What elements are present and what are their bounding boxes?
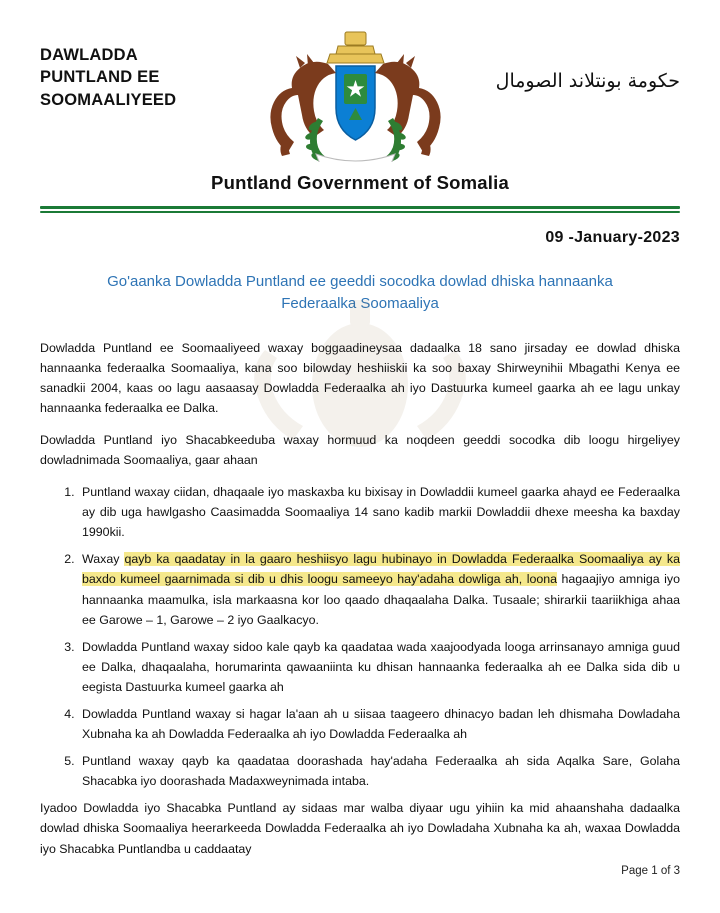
paragraph-closing: Iyadoo Dowladda iyo Shacabka Puntland ay sidaas mar walba diyaar ugu yihiin ka mid ahaanshaha dadaalka dowlad dhiska Soomaaliya heerarkeeda Dowladda Federaalka ah iyo Dowladaha Xubnaha ka ah, waxaa Dowladda iyo Shacabka Puntlandba u caddaatay <box>40 801 680 856</box>
document-date: 09 -January-2023 <box>545 228 680 246</box>
document-body <box>40 338 680 859</box>
coat-of-arms-emblem <box>248 30 463 155</box>
document-title: Go'aanka Dowladda Puntland ee geeddi socodka dowlad dhiska hannaanka Federaalka Soomaaliya <box>107 272 613 312</box>
header-title-line-2: PUNTLAND EE <box>40 68 160 87</box>
clause-text: Dowladda Puntland waxay sidoo kale qayb ka qaadataa wada xaajoodyada looga arrinsanayo amniga guud ee Dalka, dhaqaalaha, horumarinta qawaaniinta ku dhisan hannaanka federaalka ah ee Dalka sida dib u eegista Dastuurka kumeel gaarka ah <box>82 639 680 694</box>
clause-item <box>78 482 680 542</box>
header-divider-thin <box>40 211 680 213</box>
clause-text: Puntland waxay qayb ka qaadataa doorashada hay'adaha Federaalka ah sida Aqalka Sare, Golaha Shacabka iyo doorashada Madaxweynimada intaba. <box>82 754 680 789</box>
document-header <box>40 0 680 170</box>
government-title: Puntland Government of Somalia <box>211 172 509 193</box>
clause-text: hagaajiyo amniga iyo hannaanka maamulka, isla markaasna kor loo qaado dhaqaalaha Dalka. Tusaale; shirarkii taariikhiga ahaa ee Garowe – 1, Garowe – 2 iyo Gaalkacyo. <box>82 572 680 627</box>
clause-item <box>78 637 680 697</box>
header-divider <box>40 206 680 209</box>
clause-list <box>40 482 680 791</box>
clause-item <box>78 751 680 791</box>
page-footer: Page 1 of 3 <box>621 865 680 877</box>
header-title-arabic: حكومة بونتلاند الصومال <box>495 70 680 92</box>
clause-highlight: qayb ka qaadatay in la gaaro heshiisyo lagu hubinayo in Dowladda Federaalka Soomaaliya ay ka baxdo kumeel gaarnimada si dib u dhis loogu sameeyo hay'adaha dowliga ah, loona <box>82 552 680 587</box>
clause-text: Puntland waxay ciidan, dhaqaale iyo maskaxba ku bixisay in Dowladdii kumeel gaarka ahayd ee Federaalka ay dib uga hawlgasho Caasimadda Soomaaliya 14 sano kadib markii Dowladdii dhexe meesha ka baxday 1990kii. <box>82 485 680 540</box>
clause-item <box>78 704 680 744</box>
clause-text: Waxay <box>82 552 125 567</box>
header-title-somali <box>40 30 230 111</box>
paragraph-2: Dowladda Puntland iyo Shacabkeeduba waxay hormuud ka noqdeen geeddi socodka dib loogu hirgeliyey dowladnimada Soomaaliya, gaar ahaan <box>40 432 680 467</box>
paragraph-1: Dowladda Puntland ee Soomaaliyeed waxay boggaadineysaa dadaalka 18 sano jirsaday ee dowlad dhiska hannaanka federaalka Soomaaliya, kana soo bilowday heshiiskii ka soo baxay Shirweynihii Mbagathi Kenya ee sanadkii 2004, kaas oo lagu aasaasay Dowladda Federaalka ah iyo Dastuurka kumeel gaarka ah ee lagu unkay hannaanka federaalka ee Dalka. <box>40 340 680 415</box>
clause-item <box>78 549 680 629</box>
header-title-line-3: SOOMAALIYEED <box>40 90 177 109</box>
header-title-line-1: DAWLADDA <box>40 46 138 64</box>
clause-text: Dowladda Puntland waxay si hagar la'aan ah u siisaa taageero dhinacyo badan leh dhismaha Dowladaha Xubnaha ka ah Dowladda Federaalka ah iyo Dowladda Federaalka ah <box>82 707 680 742</box>
